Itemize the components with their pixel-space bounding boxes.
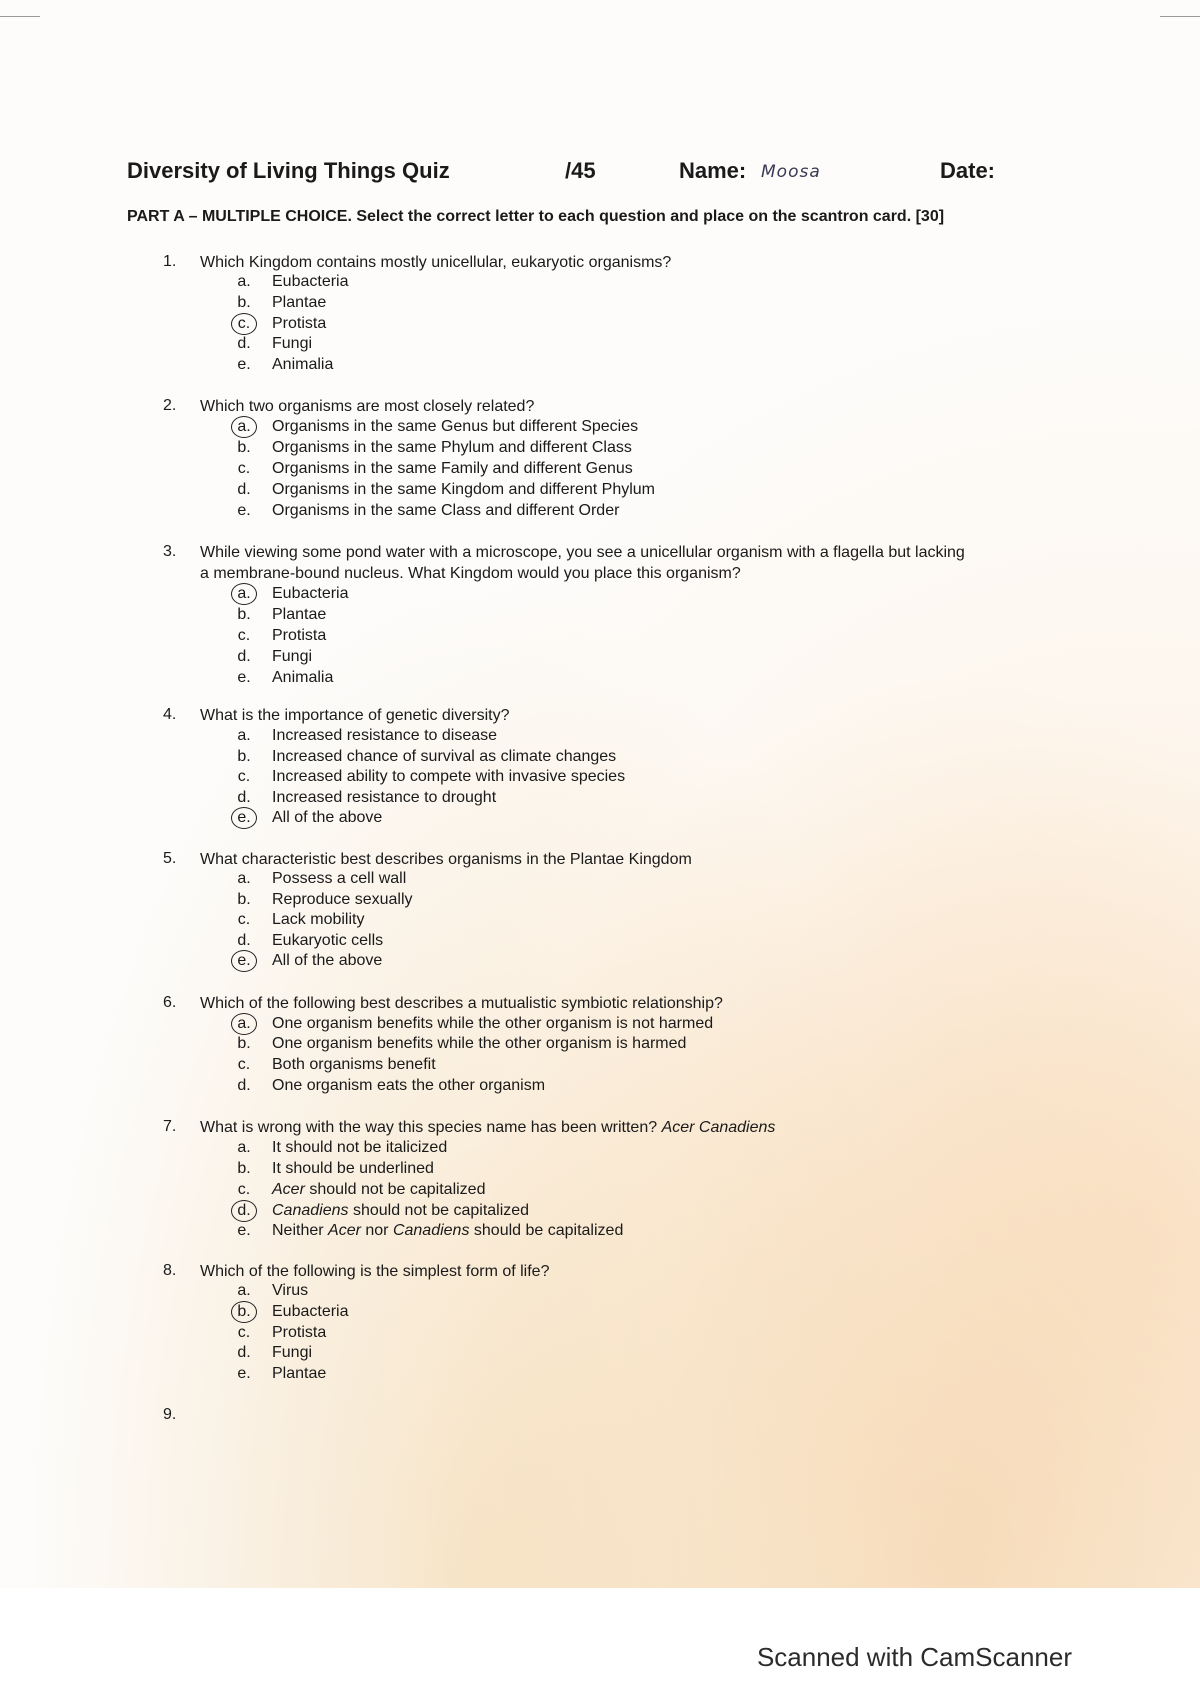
option-text: Protista — [272, 1324, 327, 1341]
answer-option — [200, 891, 1000, 911]
question-text — [200, 1118, 1070, 1138]
option-letter: c. — [237, 1056, 251, 1073]
option-text: Plantae — [272, 1365, 327, 1382]
option-text: Eubacteria — [272, 585, 349, 602]
option-letter: c. — [237, 768, 251, 785]
option-text: One organism benefits while the other organism is not harmed — [272, 1015, 714, 1032]
option-text-italic: Acer — [328, 1222, 361, 1239]
name-label: Name: — [679, 158, 747, 183]
answer-option — [200, 669, 1000, 689]
option-text: Increased resistance to disease — [272, 727, 498, 744]
part-a-instructions: PART A – MULTIPLE CHOICE. Select the correct letter to each question and place on the scantron card. [30] — [127, 208, 945, 225]
option-text-italic: Canadiens — [272, 1202, 349, 1219]
option-letter: e. — [237, 1365, 251, 1382]
question-number: 8. — [163, 1262, 177, 1279]
option-letter: e. — [237, 669, 251, 686]
option-letter: c. — [237, 911, 251, 928]
answer-option-selected — [200, 315, 1000, 335]
option-letter: b. — [237, 1160, 251, 1177]
option-text-italic: Canadiens — [392, 1222, 470, 1239]
answer-option-selected — [200, 1015, 1000, 1035]
answer-option-selected — [200, 418, 1000, 438]
question-text-main: What is wrong with the way this species name has been written? — [200, 1119, 658, 1136]
question-text: What characteristic best describes organisms in the Plantae Kingdom — [200, 851, 692, 868]
option-letter-circled: d. — [237, 1202, 251, 1219]
answer-option — [200, 335, 1000, 355]
question-number: 9. — [163, 1406, 177, 1423]
answer-option — [200, 870, 1000, 890]
answer-option — [200, 748, 1000, 768]
option-text-italic: Acer — [272, 1181, 305, 1198]
question-text: Which two organisms are most closely related? — [200, 398, 535, 415]
option-letter: d. — [237, 789, 251, 806]
question-number: 5. — [163, 850, 177, 867]
option-letter: c. — [237, 460, 251, 477]
option-letter: e. — [237, 356, 251, 373]
question-number: 3. — [163, 543, 177, 560]
option-text-mid: nor — [360, 1222, 393, 1239]
answer-option — [200, 789, 1000, 809]
answer-option-selected — [200, 585, 1000, 605]
option-letter: d. — [237, 932, 251, 949]
answer-option — [200, 768, 1000, 788]
quiz-title: Diversity of Living Things Quiz — [127, 158, 450, 183]
answer-option — [200, 1222, 1000, 1242]
answer-option — [200, 932, 1000, 952]
option-text: One organism benefits while the other organism is harmed — [272, 1035, 687, 1052]
option-text: Virus — [272, 1282, 309, 1299]
answer-option — [200, 273, 1000, 293]
option-text-rest: should not be capitalized — [348, 1202, 530, 1219]
option-letter: a. — [237, 273, 251, 290]
answer-option — [200, 727, 1000, 747]
question-number: 1. — [163, 253, 177, 270]
option-text: Organisms in the same Genus but different Species — [272, 418, 639, 435]
answer-option — [200, 1077, 1000, 1097]
question-number: 6. — [163, 994, 177, 1011]
species-name-example: Acer Canadiens — [661, 1119, 776, 1136]
score-total: /45 — [565, 158, 596, 183]
option-letter: e. — [237, 1222, 251, 1239]
option-letter: b. — [237, 891, 251, 908]
answer-option — [200, 439, 1000, 459]
answer-option — [200, 1181, 1000, 1201]
option-text — [272, 1202, 529, 1220]
option-text: Fungi — [272, 1344, 313, 1361]
option-text — [272, 1222, 623, 1240]
answer-option-selected — [200, 1202, 1000, 1222]
answer-option — [200, 911, 1000, 931]
camscanner-watermark: Scanned with CamScanner — [756, 1642, 1072, 1672]
option-letter: b. — [237, 748, 251, 765]
answer-option — [200, 627, 1000, 647]
question-number: 2. — [163, 397, 177, 414]
option-text: Plantae — [272, 294, 327, 311]
question-text-line-1: While viewing some pond water with a microscope, you see a unicellular organism with a flagella but lacking — [200, 544, 965, 561]
option-text: Organisms in the same Family and different Genus — [272, 460, 633, 477]
answer-option — [200, 294, 1000, 314]
answer-option — [200, 648, 1000, 668]
option-letter: d. — [237, 1077, 251, 1094]
option-text: Organisms in the same Class and different Order — [272, 502, 620, 519]
option-letter: b. — [237, 294, 251, 311]
question-text-line-2: a membrane-bound nucleus. What Kingdom would you place this organism? — [200, 565, 741, 582]
answer-option — [200, 1282, 1000, 1302]
option-text: Increased chance of survival as climate changes — [272, 748, 617, 765]
option-text: All of the above — [272, 952, 383, 969]
option-letter-circled: e. — [237, 952, 251, 969]
option-letter: d. — [237, 481, 251, 498]
option-letter: a. — [237, 870, 251, 887]
option-letter: a. — [237, 1139, 251, 1156]
question-text: Which Kingdom contains mostly unicellular, eukaryotic organisms? — [200, 254, 672, 271]
option-text-rest: should not be capitalized — [304, 1181, 486, 1198]
option-text: Eubacteria — [272, 1303, 349, 1320]
option-text-rest: should be capitalized — [469, 1222, 624, 1239]
date-label: Date: — [940, 158, 996, 183]
answer-option — [200, 1056, 1000, 1076]
option-text: Animalia — [272, 356, 334, 373]
answer-option — [200, 1139, 1000, 1159]
question-number: 4. — [163, 706, 177, 723]
answer-option — [200, 1160, 1000, 1180]
option-text: Animalia — [272, 669, 334, 686]
question-text: What is the importance of genetic diversity? — [200, 707, 510, 724]
answer-option-selected — [200, 809, 1000, 829]
option-text: Possess a cell wall — [272, 870, 407, 887]
answer-option — [200, 606, 1000, 626]
option-text: It should be underlined — [272, 1160, 434, 1177]
answer-option — [200, 1035, 1000, 1055]
answer-option — [200, 481, 1000, 501]
option-text: Organisms in the same Phylum and different Class — [272, 439, 632, 456]
option-letter-circled: c. — [237, 315, 251, 332]
answer-option — [200, 356, 1000, 376]
option-text: Protista — [272, 627, 327, 644]
answer-option — [200, 460, 1000, 480]
option-text: It should not be italicized — [272, 1139, 448, 1156]
option-letter: b. — [237, 439, 251, 456]
option-text — [272, 1181, 485, 1199]
option-text: All of the above — [272, 809, 383, 826]
option-text: One organism eats the other organism — [272, 1077, 546, 1094]
option-letter-circled: a. — [237, 1015, 251, 1032]
option-letter: c. — [237, 627, 251, 644]
option-text: Lack mobility — [272, 911, 365, 928]
option-letter-circled: a. — [237, 585, 251, 602]
option-text: Eukaryotic cells — [272, 932, 384, 949]
option-letter-circled: a. — [237, 418, 251, 435]
option-letter: a. — [237, 727, 251, 744]
option-text-pre: Neither — [272, 1222, 329, 1239]
option-text: Fungi — [272, 648, 313, 665]
answer-option — [200, 1365, 1000, 1385]
option-text: Increased ability to compete with invasive species — [272, 768, 626, 785]
option-letter: d. — [237, 1344, 251, 1361]
option-text: Organisms in the same Kingdom and different Phylum — [272, 481, 656, 498]
option-letter: a. — [237, 1282, 251, 1299]
answer-option — [200, 502, 1000, 522]
option-letter-circled: e. — [237, 809, 251, 826]
option-letter: c. — [237, 1181, 251, 1198]
answer-option-selected — [200, 952, 1000, 972]
option-letter-circled: b. — [237, 1303, 251, 1320]
option-letter: c. — [237, 1324, 251, 1341]
option-text: Protista — [272, 315, 327, 332]
option-letter: e. — [237, 502, 251, 519]
option-letter: d. — [237, 648, 251, 665]
question-number: 7. — [163, 1118, 177, 1135]
option-letter: b. — [237, 606, 251, 623]
answer-option-selected — [200, 1303, 1000, 1323]
option-text: Eubacteria — [272, 273, 349, 290]
option-text: Plantae — [272, 606, 327, 623]
question-text: Which of the following is the simplest form of life? — [200, 1263, 550, 1280]
option-text: Increased resistance to drought — [272, 789, 497, 806]
question-text: Which of the following best describes a mutualistic symbiotic relationship? — [200, 995, 723, 1012]
option-text: Fungi — [272, 335, 313, 352]
option-letter: b. — [237, 1035, 251, 1052]
answer-option — [200, 1324, 1000, 1344]
handwritten-name: Moosa — [761, 162, 821, 182]
option-text: Reproduce sexually — [272, 891, 413, 908]
option-text: Both organisms benefit — [272, 1056, 436, 1073]
answer-option — [200, 1344, 1000, 1364]
option-letter: d. — [237, 335, 251, 352]
